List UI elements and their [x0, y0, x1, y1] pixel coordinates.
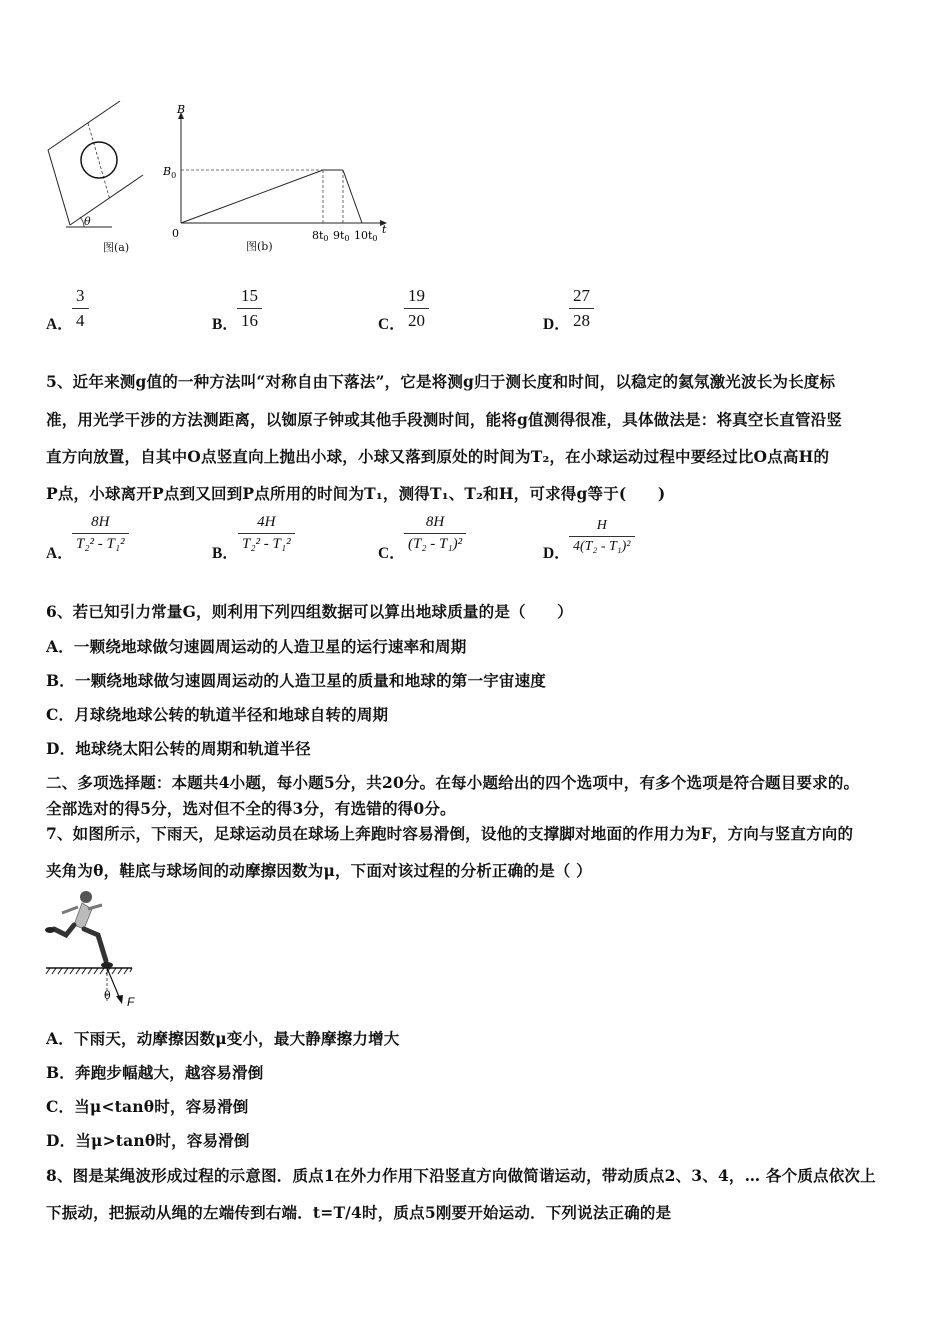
section2-line-1: 二、多项选择题：本题共4小题，每小题5分，共20分。在每小题给出的四个选项中，有多个选项是符合题目要求的。: [46, 773, 860, 792]
b0-label: $B_0$: [163, 165, 177, 180]
tick-10t0: 10t0: [354, 229, 378, 243]
q5-line-1: 5、近年来测g值的一种方法叫“对称自由下落法”，它是将测g归于测长度和时间，以稳定的氦氖激光波长为长度标: [46, 372, 836, 391]
q6-option-b: B．一颗绕地球做匀速圆周运动的人造卫星的质量和地球的第一宇宙速度: [46, 671, 547, 690]
q7-option-d: D．当μ>tanθ时，容易滑倒: [46, 1131, 250, 1150]
q5-option-a-label: A．: [46, 545, 73, 562]
q7-runner-figure: [44, 883, 144, 1013]
q7-option-b: B．奔跑步幅越大，越容易滑倒: [46, 1063, 264, 1082]
q5-option-c-label: C．: [378, 545, 405, 562]
q7-line-1: 7、如图所示，下雨天，足球运动员在球场上奔跑时容易滑倒，设他的支撑脚对地面的作用力为F，方向与竖直方向的: [46, 824, 854, 843]
q7-line-2: 夹角为θ，鞋底与球场间的动摩擦因数为μ，下面对该过程的分析正确的是（ ）: [46, 861, 592, 880]
q4-option-c-fraction: $\frac{19}{20}$: [404, 286, 429, 331]
fig-a-caption: 图(a): [103, 241, 130, 254]
axis-t-label: t: [382, 223, 387, 236]
q5-option-b-label: B．: [212, 545, 238, 562]
q4-option-c-label: C．: [378, 316, 405, 333]
tick-9t0: 9t0: [333, 229, 350, 243]
q5-line-2: 准，用光学干涉的方法测距离，以铷原子钟或其他手段测时间，能将g值测得很准，具体做法是：将真空长直管沿竖: [46, 410, 843, 429]
drop-segment: [343, 170, 362, 223]
q7-option-a: A．下雨天，动摩擦因数μ变小，最大静摩擦力增大: [46, 1029, 400, 1048]
section2-line-2: 全部选对的得5分，选对但不全的得3分，有选错的得0分。: [46, 799, 456, 818]
figure-b-graph: [160, 105, 400, 250]
q4-option-b-label: B．: [212, 316, 238, 333]
axis-b-label: B: [177, 105, 186, 116]
q5-option-b-fraction: $\frac{4H}{\text{T₂² - T₁²}}$: [238, 514, 295, 553]
q5-option-c-fraction: $\frac{8H}{\text{(T₂ - T₁)²}}$: [404, 514, 466, 553]
q5-option-d-label: D．: [543, 545, 570, 562]
q6-option-c: C．月球绕地球公转的轨道半径和地球自转的周期: [46, 705, 389, 724]
q8-line-2: 下振动，把振动从绳的左端传到右端．t=T/4时，质点5刚要开始运动．下列说法正确的是: [46, 1203, 672, 1222]
theta-label: θ: [84, 215, 91, 228]
q5-option-d-fraction: $\frac{H}{\text{4(T₂ - T₁)²}}$: [569, 518, 635, 555]
q4-option-a-fraction: $\frac{3}{4}$: [72, 286, 89, 331]
tick-8t0: 8t0: [312, 229, 329, 243]
ramp-segment: [181, 170, 323, 223]
q7-force-label: F: [127, 995, 135, 1009]
fig-b-caption: 图(b): [246, 240, 273, 253]
origin-label: 0: [172, 227, 179, 240]
q6-stem: 6、若已知引力常量G，则利用下列四组数据可以算出地球质量的是（ ）: [46, 602, 573, 621]
q5-option-a-fraction: $\frac{8H}{\text{T₂² - T₁²}}$: [72, 514, 129, 553]
q7-option-c: C．当μ<tanθ时，容易滑倒: [46, 1097, 249, 1116]
q4-option-d-fraction: $\frac{27}{28}$: [569, 286, 594, 331]
figure-a: [40, 95, 150, 255]
q4-option-d-label: D．: [543, 316, 570, 333]
q8-line-1: 8、图是某绳波形成过程的示意图．质点1在外力作用下沿竖直方向做简谐运动，带动质点2、3、4，… 各个质点依次上: [46, 1166, 876, 1185]
q5-line-3: 直方向放置，自其中O点竖直向上抛出小球，小球又落到原处的时间为T₂，在小球运动过程中要经过比O点高H的: [46, 447, 830, 466]
q4-option-a-label: A．: [46, 316, 73, 333]
q6-option-d: D．地球绕太阳公转的周期和轨道半径: [46, 739, 311, 758]
q7-theta-label: θ: [104, 989, 111, 1002]
q4-option-b-fraction: $\frac{15}{16}$: [237, 286, 262, 331]
q5-line-4: P点，小球离开P点到又回到P点所用的时间为T₁，测得T₁、T₂和H，可求得g等于( ): [46, 484, 666, 503]
q6-option-a: A．一颗绕地球做匀速圆周运动的人造卫星的运行速率和周期: [46, 637, 467, 656]
